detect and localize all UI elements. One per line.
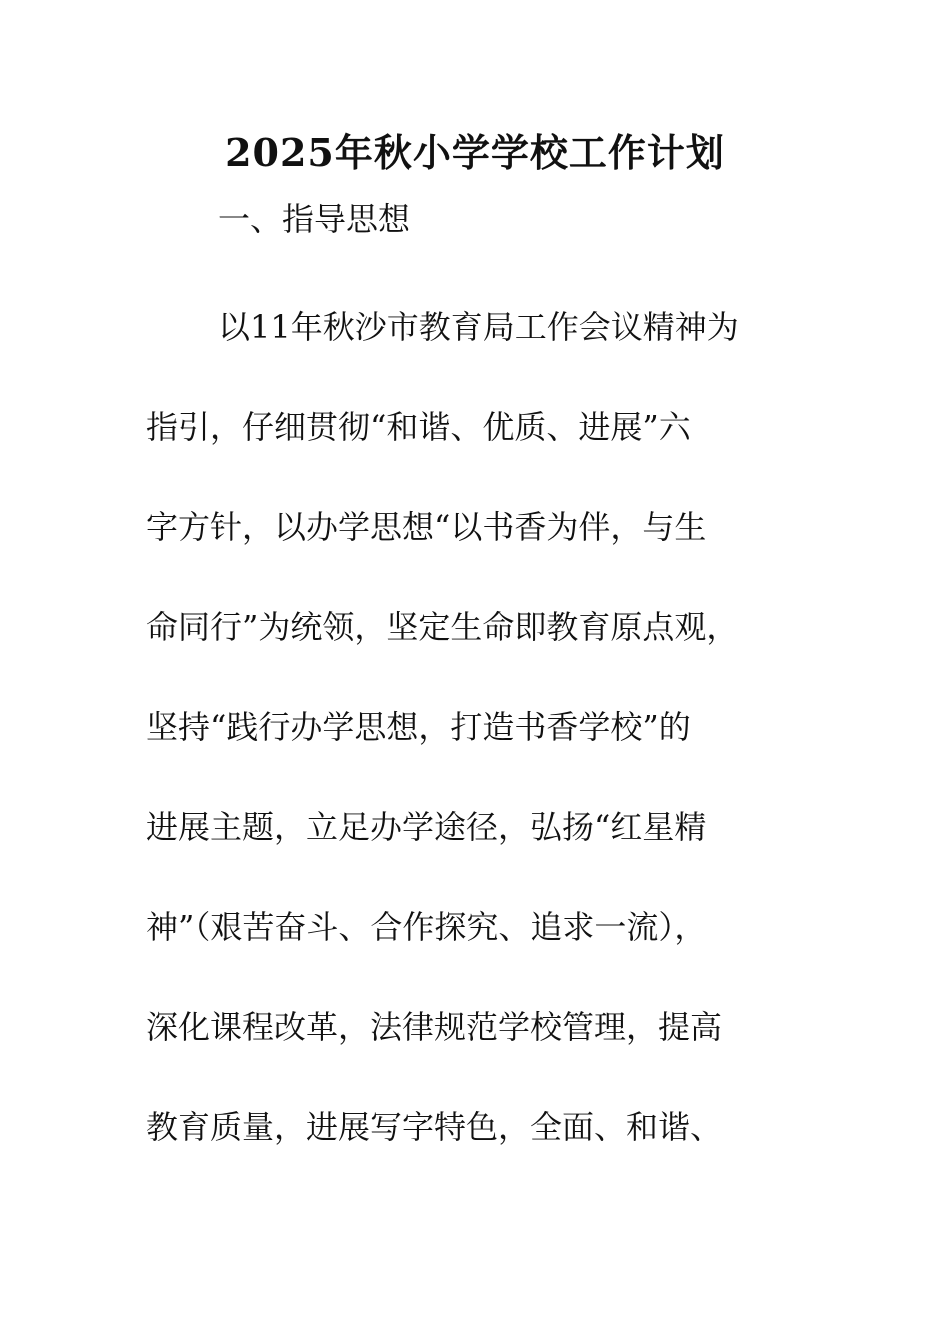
paragraph-line: 深化课程改革，法律规范学校管理，提高 [146, 1008, 723, 1046]
section-heading: 一、指导思想 [218, 200, 411, 238]
paragraph-line: 字方针，以办学思想“以书香为伴，与生 [146, 508, 707, 546]
paragraph-line: 坚持“践行办学思想，打造书香学校”的 [146, 708, 691, 746]
paragraph-line: 教育质量，进展写字特色，全面、和谐、 [146, 1108, 723, 1146]
document-title: 2025年秋小学学校工作计划 [225, 130, 725, 175]
paragraph-line: 指引，仔细贯彻“和谐、优质、进展”六 [146, 408, 691, 446]
paragraph-line: 进展主题，立足办学途径，弘扬“红星精 [146, 808, 707, 846]
paragraph-line: 神”（艰苦奋斗、合作探究、追求一流）， [146, 908, 707, 946]
paragraph-line: 命同行”为统领，坚定生命即教育原点观， [146, 608, 739, 646]
paragraph-line: 以11年秋沙市教育局工作会议精神为 [218, 308, 739, 346]
